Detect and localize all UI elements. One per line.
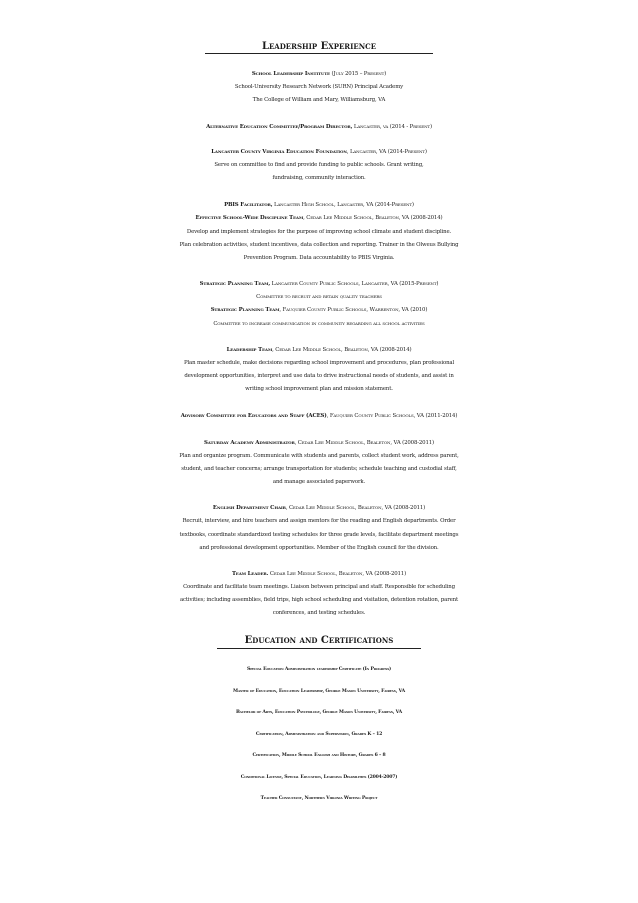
swd-entry-header — [0, 212, 638, 224]
swd-place: , Cedar Lee Middle School, Bealeton, VA — [303, 215, 410, 221]
saa-dates: (2008-2011) — [402, 440, 434, 446]
sli-line3: The College of William and Mary, Williamsburg, VA — [252, 97, 386, 103]
saa-desc1: Plan and organize program. Communicate with students and parents, collect student work, address parent, — [179, 453, 459, 459]
sli-entry-header — [0, 68, 638, 80]
aces-entry-header — [0, 410, 638, 422]
alt-ed-title: Alternative Education Committee/Program Director, — [206, 124, 353, 130]
education-item: Bachelor of Arts, Education Psychology, George Mason University, Fairfax, VA — [235, 710, 403, 715]
edc-desc2: textbooks, coordinate standardized testing schedules for three grade levels, facilitate department meetings — [179, 532, 459, 538]
tl-entry-header — [0, 568, 638, 580]
edc-dates: (2008-2011) — [393, 505, 426, 511]
spt2-entry-header — [0, 304, 638, 316]
spt2-title: Strategic Planning Team — [210, 307, 280, 313]
edc-entry-header — [0, 502, 638, 514]
spt-place: Lancaster County Public Schools, Lancaster, VA — [271, 281, 398, 287]
pbis-desc2: Plan celebration activities, student incentives, data collection and reporting. Trainer in the Olweus Bullying — [179, 242, 459, 248]
alt-ed-place: Lancaster, va — [353, 124, 389, 130]
tl-desc1: Coordinate and facilitate team meetings. Liaison between principal and staff. Responsible for scheduling — [183, 584, 455, 590]
education-heading: Education and Certifications — [244, 635, 394, 646]
lt-desc3: writing school improvement plan and mission statement. — [245, 386, 393, 392]
leadership-heading-rule — [205, 53, 433, 54]
lt-entry-header — [0, 344, 638, 356]
saa-entry-header — [0, 437, 638, 449]
pbis-dates: (2014-Present) — [374, 202, 414, 208]
alt-ed-entry-header — [0, 121, 638, 133]
spt-title: Strategic Planning Team, — [199, 281, 271, 287]
lt-desc2: development opportunities, interpret and use data to drive instructional needs of students, and assist in — [184, 373, 454, 379]
lcvef-title: Lancaster County Virginia Education Foundation — [211, 149, 347, 155]
lt-place: , Cedar Lee Middle School, Bealeton, VA — [272, 347, 379, 353]
spt-entry-header — [0, 278, 638, 290]
spt-sub1: Committee to recruit and retain quality teachers — [256, 294, 382, 300]
education-item: Conditional License, Special Education, Learning Disabilities (2004-2007) — [240, 775, 398, 780]
edc-place: , Cedar Lee Middle School, Bealeton, VA — [285, 505, 392, 511]
saa-place: , Cedar Lee Middle School, Bealeton, VA — [294, 440, 401, 446]
sli-dates: (July 2015 – Present) — [331, 71, 387, 77]
tl-title: Team Leader. — [231, 571, 269, 577]
saa-desc2: student, and teacher concerns; arrange transportation for students; schedule teaching and custodial staff, — [181, 466, 457, 472]
lcvef-entry-header — [0, 146, 638, 158]
pbis-title: PBIS Facilitator, — [224, 202, 273, 208]
lt-desc1: Plan master schedule, make decisions regarding school improvement and procedures, plan professional — [183, 360, 455, 366]
edc-desc3: and professional development opportunities. Member of the English council for the division. — [199, 545, 439, 551]
pbis-desc3: Prevention Program. Data accountability to PBIS Virginia. — [243, 255, 395, 261]
education-item: Special Education Administration leadership Certificate (In Progress) — [246, 667, 392, 672]
leadership-heading: Leadership Experience — [261, 41, 377, 52]
education-item: Master of Education, Education Leadership, George Mason University, Fairfax, VA — [233, 689, 405, 694]
spt-dates: (2015-Present) — [399, 281, 439, 287]
lt-title: Leadership Team — [226, 347, 273, 353]
aces-place: , Fauquier County Public Schools, VA — [326, 413, 424, 419]
lt-dates: (2008-2014) — [379, 347, 412, 353]
lcvef-desc2: fundraising, community interaction. — [272, 175, 366, 181]
lcvef-place: , Lancaster, VA — [346, 149, 387, 155]
alt-ed-dates: (2014 - Present) — [389, 124, 432, 130]
tl-place: Cedar Lee Middle School, Bealeton, VA — [269, 571, 373, 577]
lcvef-desc1: Serve on committee to find and provide funding to public schools. Grant writing, — [214, 162, 424, 168]
tl-desc3: conferences, and testing schedules. — [272, 610, 366, 616]
education-item: Certification, Middle School English and History, Grades 6 – 8 — [252, 753, 386, 758]
aces-title: Advisory Committee for Educators and Staff (ACES) — [180, 413, 327, 419]
pbis-place: Lancaster High School, Lancaster, VA — [274, 202, 374, 208]
tl-dates: (2008-2011) — [374, 571, 407, 577]
saa-title: Saturday Academy Administrator — [204, 440, 295, 446]
sli-line2: School-University Research Network (SURN) Principal Academy — [234, 84, 404, 90]
sli-title: School Leadership Institute — [251, 71, 330, 77]
pbis-desc1: Develop and implement strategies for the purpose of improving school climate and student discipline. — [186, 229, 452, 235]
spt2-dates: (2010) — [410, 307, 428, 313]
pbis-entry-header — [0, 199, 638, 211]
aces-dates: (2011-2014) — [425, 413, 458, 419]
spt-sub2: Committee to increase communication in community regarding all school activities — [213, 321, 425, 327]
education-item: Teacher Consultant, Northern Virginia Writing Project — [260, 796, 378, 801]
edc-desc1: Recruit, interview, and hire teachers and assign mentors for the reading and English departments. Order — [182, 518, 456, 524]
saa-desc3: and manage associated paperwork. — [272, 479, 366, 485]
education-item: Certification, Administration and Supervision, Grades K – 12 — [255, 732, 383, 737]
lcvef-dates: (2014-Present) — [387, 149, 427, 155]
swd-title: Effective School-Wide Discipline Team — [195, 215, 304, 221]
education-heading-rule — [217, 648, 421, 649]
spt2-place: , Fauquier County Public Schools, Warrenton, VA — [279, 307, 409, 313]
edc-title: English Department Chair — [212, 505, 286, 511]
swd-dates: (2008-2014) — [410, 215, 443, 221]
tl-desc2: activities; including assemblies, field trips, high school scheduling and visitation, detention rotation, parent — [179, 597, 459, 603]
